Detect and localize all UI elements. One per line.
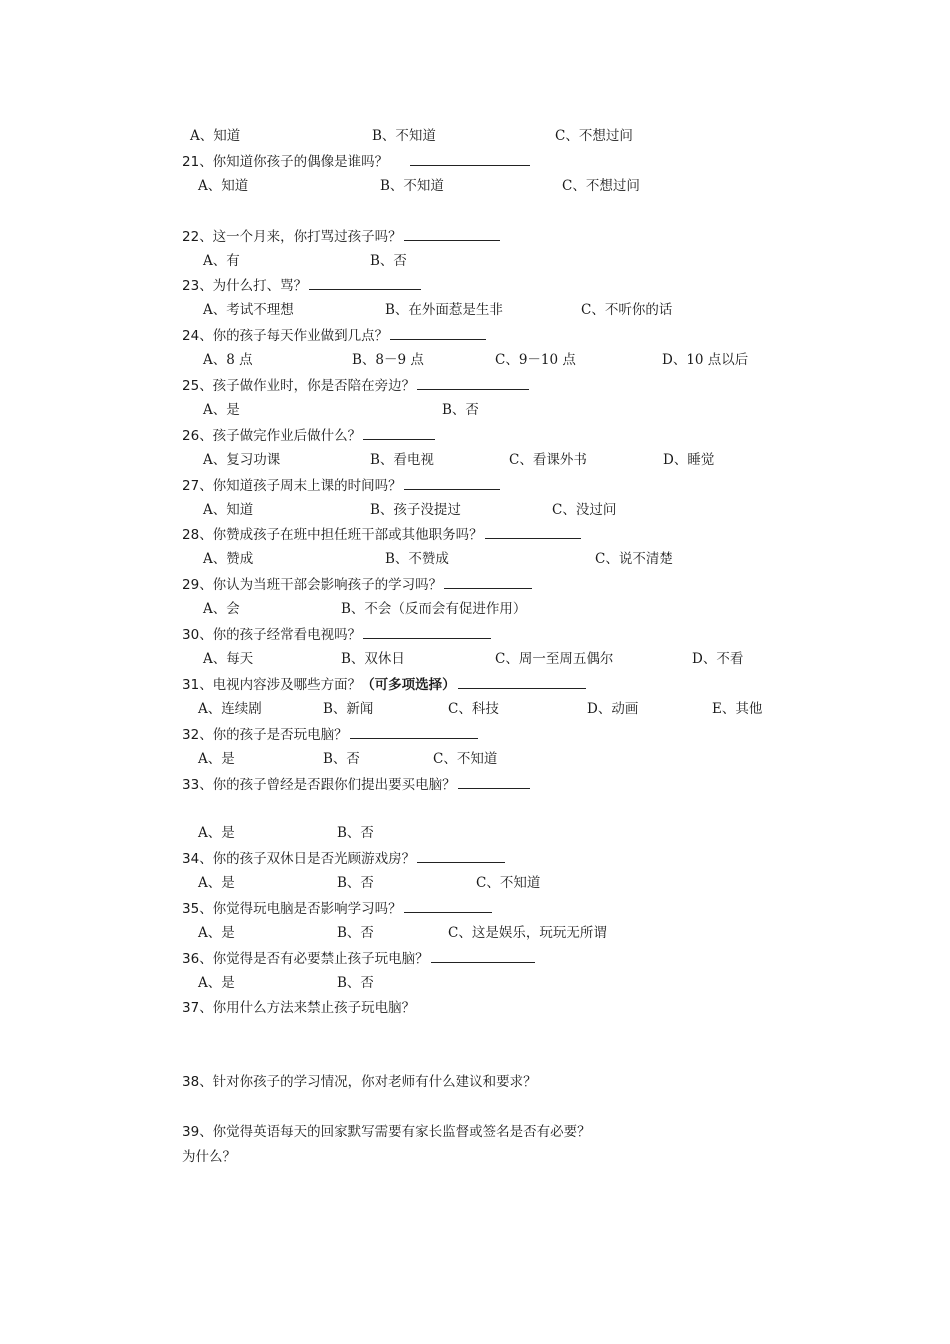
question-22 — [182, 227, 500, 246]
question-26 — [182, 426, 435, 445]
answer-option: B、看电视 — [370, 452, 434, 468]
question-30 — [182, 625, 491, 644]
question-number: 25 — [182, 378, 200, 394]
question-number: 31 — [182, 677, 200, 693]
answer-option: B、在外面惹是生非 — [385, 302, 503, 318]
question-31 — [182, 675, 586, 694]
answer-option: D、动画 — [587, 701, 639, 717]
answer-option: C、不听你的话 — [581, 302, 673, 318]
answer-blank[interactable] — [458, 675, 586, 689]
answer-blank[interactable] — [404, 227, 500, 241]
answer-blank[interactable] — [485, 525, 581, 539]
answer-option: C、9－10 点 — [495, 352, 576, 368]
question-37 — [182, 999, 415, 1017]
question-text: 、你觉得玩电脑是否影响学习吗？ — [199, 901, 402, 917]
question-text: 、你的孩子双休日是否光顾游戏房？ — [199, 851, 416, 867]
question-number: 28 — [182, 527, 200, 543]
answer-option: B、新闻 — [323, 701, 374, 717]
question-24 — [182, 326, 486, 345]
answer-option: A、会 — [203, 601, 240, 617]
question-text: 、你的孩子是否玩电脑？ — [199, 727, 348, 743]
answer-option: A、复习功课 — [203, 452, 281, 468]
question-33 — [182, 775, 530, 794]
question-number: 21 — [182, 154, 200, 170]
answer-option: C、不想过问 — [562, 178, 640, 194]
answer-option: B、否 — [337, 875, 374, 891]
answer-option: C、不想过问 — [555, 128, 633, 144]
answer-option: A、是 — [198, 975, 235, 991]
answer-option: D、睡觉 — [663, 452, 715, 468]
question-text: 、你觉得英语每天的回家默写需要有家长监督或签名是否有必要？ — [199, 1124, 591, 1140]
answer-option: A、连续剧 — [198, 701, 262, 717]
question-text: 、你知道你孩子的偶像是谁吗？ — [199, 154, 389, 170]
answer-option: B、不知道 — [372, 128, 436, 144]
answer-option: A、是 — [198, 925, 235, 941]
answer-option: A、是 — [198, 751, 235, 767]
question-text: 、这一个月来，你打骂过孩子吗？ — [199, 229, 402, 245]
question-38 — [182, 1073, 537, 1091]
answer-option: A、是 — [203, 402, 240, 418]
question-25 — [182, 376, 529, 395]
question-text: 、你用什么方法来禁止孩子玩电脑？ — [199, 1000, 416, 1016]
question-note: （可多项选择） — [361, 677, 456, 693]
answer-blank[interactable] — [410, 152, 530, 166]
question-text: 、孩子做作业时，你是否陪在旁边？ — [199, 378, 416, 394]
answer-blank[interactable] — [404, 476, 500, 490]
question-23 — [182, 276, 421, 295]
answer-option: C、不知道 — [433, 751, 498, 767]
answer-option: A、赞成 — [203, 551, 254, 567]
answer-blank[interactable] — [444, 575, 532, 589]
answer-blank[interactable] — [309, 276, 421, 290]
answer-option: D、不看 — [692, 651, 744, 667]
question-text: 、电视内容涉及哪些方面？ — [199, 677, 362, 693]
answer-option: C、不知道 — [476, 875, 541, 891]
question-number: 32 — [182, 727, 200, 743]
question-32 — [182, 725, 478, 744]
question-text: 、你知道孩子周末上课的时间吗？ — [199, 478, 402, 494]
answer-option: B、否 — [370, 253, 407, 269]
question-21 — [182, 152, 530, 171]
answer-option: B、双休日 — [341, 651, 405, 667]
question-35 — [182, 899, 492, 918]
answer-option: B、否 — [337, 925, 374, 941]
question-number: 24 — [182, 328, 200, 344]
answer-option: C、看课外书 — [509, 452, 587, 468]
question-number: 33 — [182, 777, 200, 793]
answer-option: B、孩子没提过 — [370, 502, 461, 518]
question-text: 、孩子做完作业后做什么？ — [199, 428, 362, 444]
answer-blank[interactable] — [363, 426, 435, 440]
question-27 — [182, 476, 500, 495]
answer-option: A、8 点 — [203, 352, 253, 368]
answer-option: B、不会（反而会有促进作用） — [341, 601, 527, 617]
answer-option: B、否 — [337, 825, 374, 841]
question-39 — [182, 1123, 591, 1141]
question-number: 37 — [182, 1000, 200, 1016]
answer-option: C、没过问 — [552, 502, 617, 518]
answer-blank[interactable] — [458, 775, 530, 789]
question-number: 27 — [182, 478, 200, 494]
answer-option: C、这是娱乐，玩玩无所谓 — [448, 925, 607, 941]
question-text: 、你认为当班干部会影响孩子的学习吗？ — [199, 577, 443, 593]
question-number: 34 — [182, 851, 200, 867]
question-number: 38 — [182, 1074, 200, 1090]
answer-option: A、考试不理想 — [203, 302, 294, 318]
answer-option: B、否 — [337, 975, 374, 991]
answer-option: C、说不清楚 — [595, 551, 673, 567]
question-29 — [182, 575, 532, 594]
answer-option: A、知道 — [203, 502, 254, 518]
question-text: 、你的孩子曾经是否跟你们提出要买电脑？ — [199, 777, 456, 793]
answer-blank[interactable] — [417, 376, 529, 390]
question-number: 30 — [182, 627, 200, 643]
answer-option: B、不知道 — [380, 178, 444, 194]
question-number: 36 — [182, 951, 200, 967]
question-text: 、你赞成孩子在班中担任班干部或其他职务吗？ — [199, 527, 483, 543]
question-number: 29 — [182, 577, 200, 593]
question-continuation: 为什么？ — [182, 1149, 236, 1165]
question-36 — [182, 949, 535, 968]
question-number: 22 — [182, 229, 200, 245]
answer-option: A、是 — [198, 825, 235, 841]
answer-option: A、是 — [198, 875, 235, 891]
answer-option: A、有 — [203, 253, 240, 269]
question-28 — [182, 525, 581, 544]
answer-option: B、否 — [323, 751, 360, 767]
question-text: 、为什么打、骂？ — [199, 278, 308, 294]
answer-option: D、10 点以后 — [662, 352, 749, 368]
answer-option: A、每天 — [203, 651, 254, 667]
answer-option: A、知道 — [198, 178, 249, 194]
answer-option: B、8－9 点 — [352, 352, 424, 368]
question-number: 39 — [182, 1124, 200, 1140]
question-text: 、针对你孩子的学习情况，你对老师有什么建议和要求？ — [199, 1074, 537, 1090]
question-text: 、你的孩子经常看电视吗？ — [199, 627, 362, 643]
answer-option: A、知道 — [190, 128, 241, 144]
question-number: 23 — [182, 278, 200, 294]
answer-blank[interactable] — [431, 949, 535, 963]
answer-blank[interactable] — [404, 899, 492, 913]
answer-blank[interactable] — [350, 725, 478, 739]
answer-blank[interactable] — [417, 849, 505, 863]
answer-option: B、否 — [442, 402, 479, 418]
question-number: 26 — [182, 428, 200, 444]
question-number: 35 — [182, 901, 200, 917]
question-text: 、你觉得是否有必要禁止孩子玩电脑？ — [199, 951, 429, 967]
answer-option: C、周一至周五偶尔 — [495, 651, 614, 667]
question-text: 、你的孩子每天作业做到几点？ — [199, 328, 389, 344]
question-34 — [182, 849, 505, 868]
answer-blank[interactable] — [390, 326, 486, 340]
answer-option: C、科技 — [448, 701, 499, 717]
answer-blank[interactable] — [363, 625, 491, 639]
answer-option: B、不赞成 — [385, 551, 449, 567]
answer-option: E、其他 — [712, 701, 763, 717]
